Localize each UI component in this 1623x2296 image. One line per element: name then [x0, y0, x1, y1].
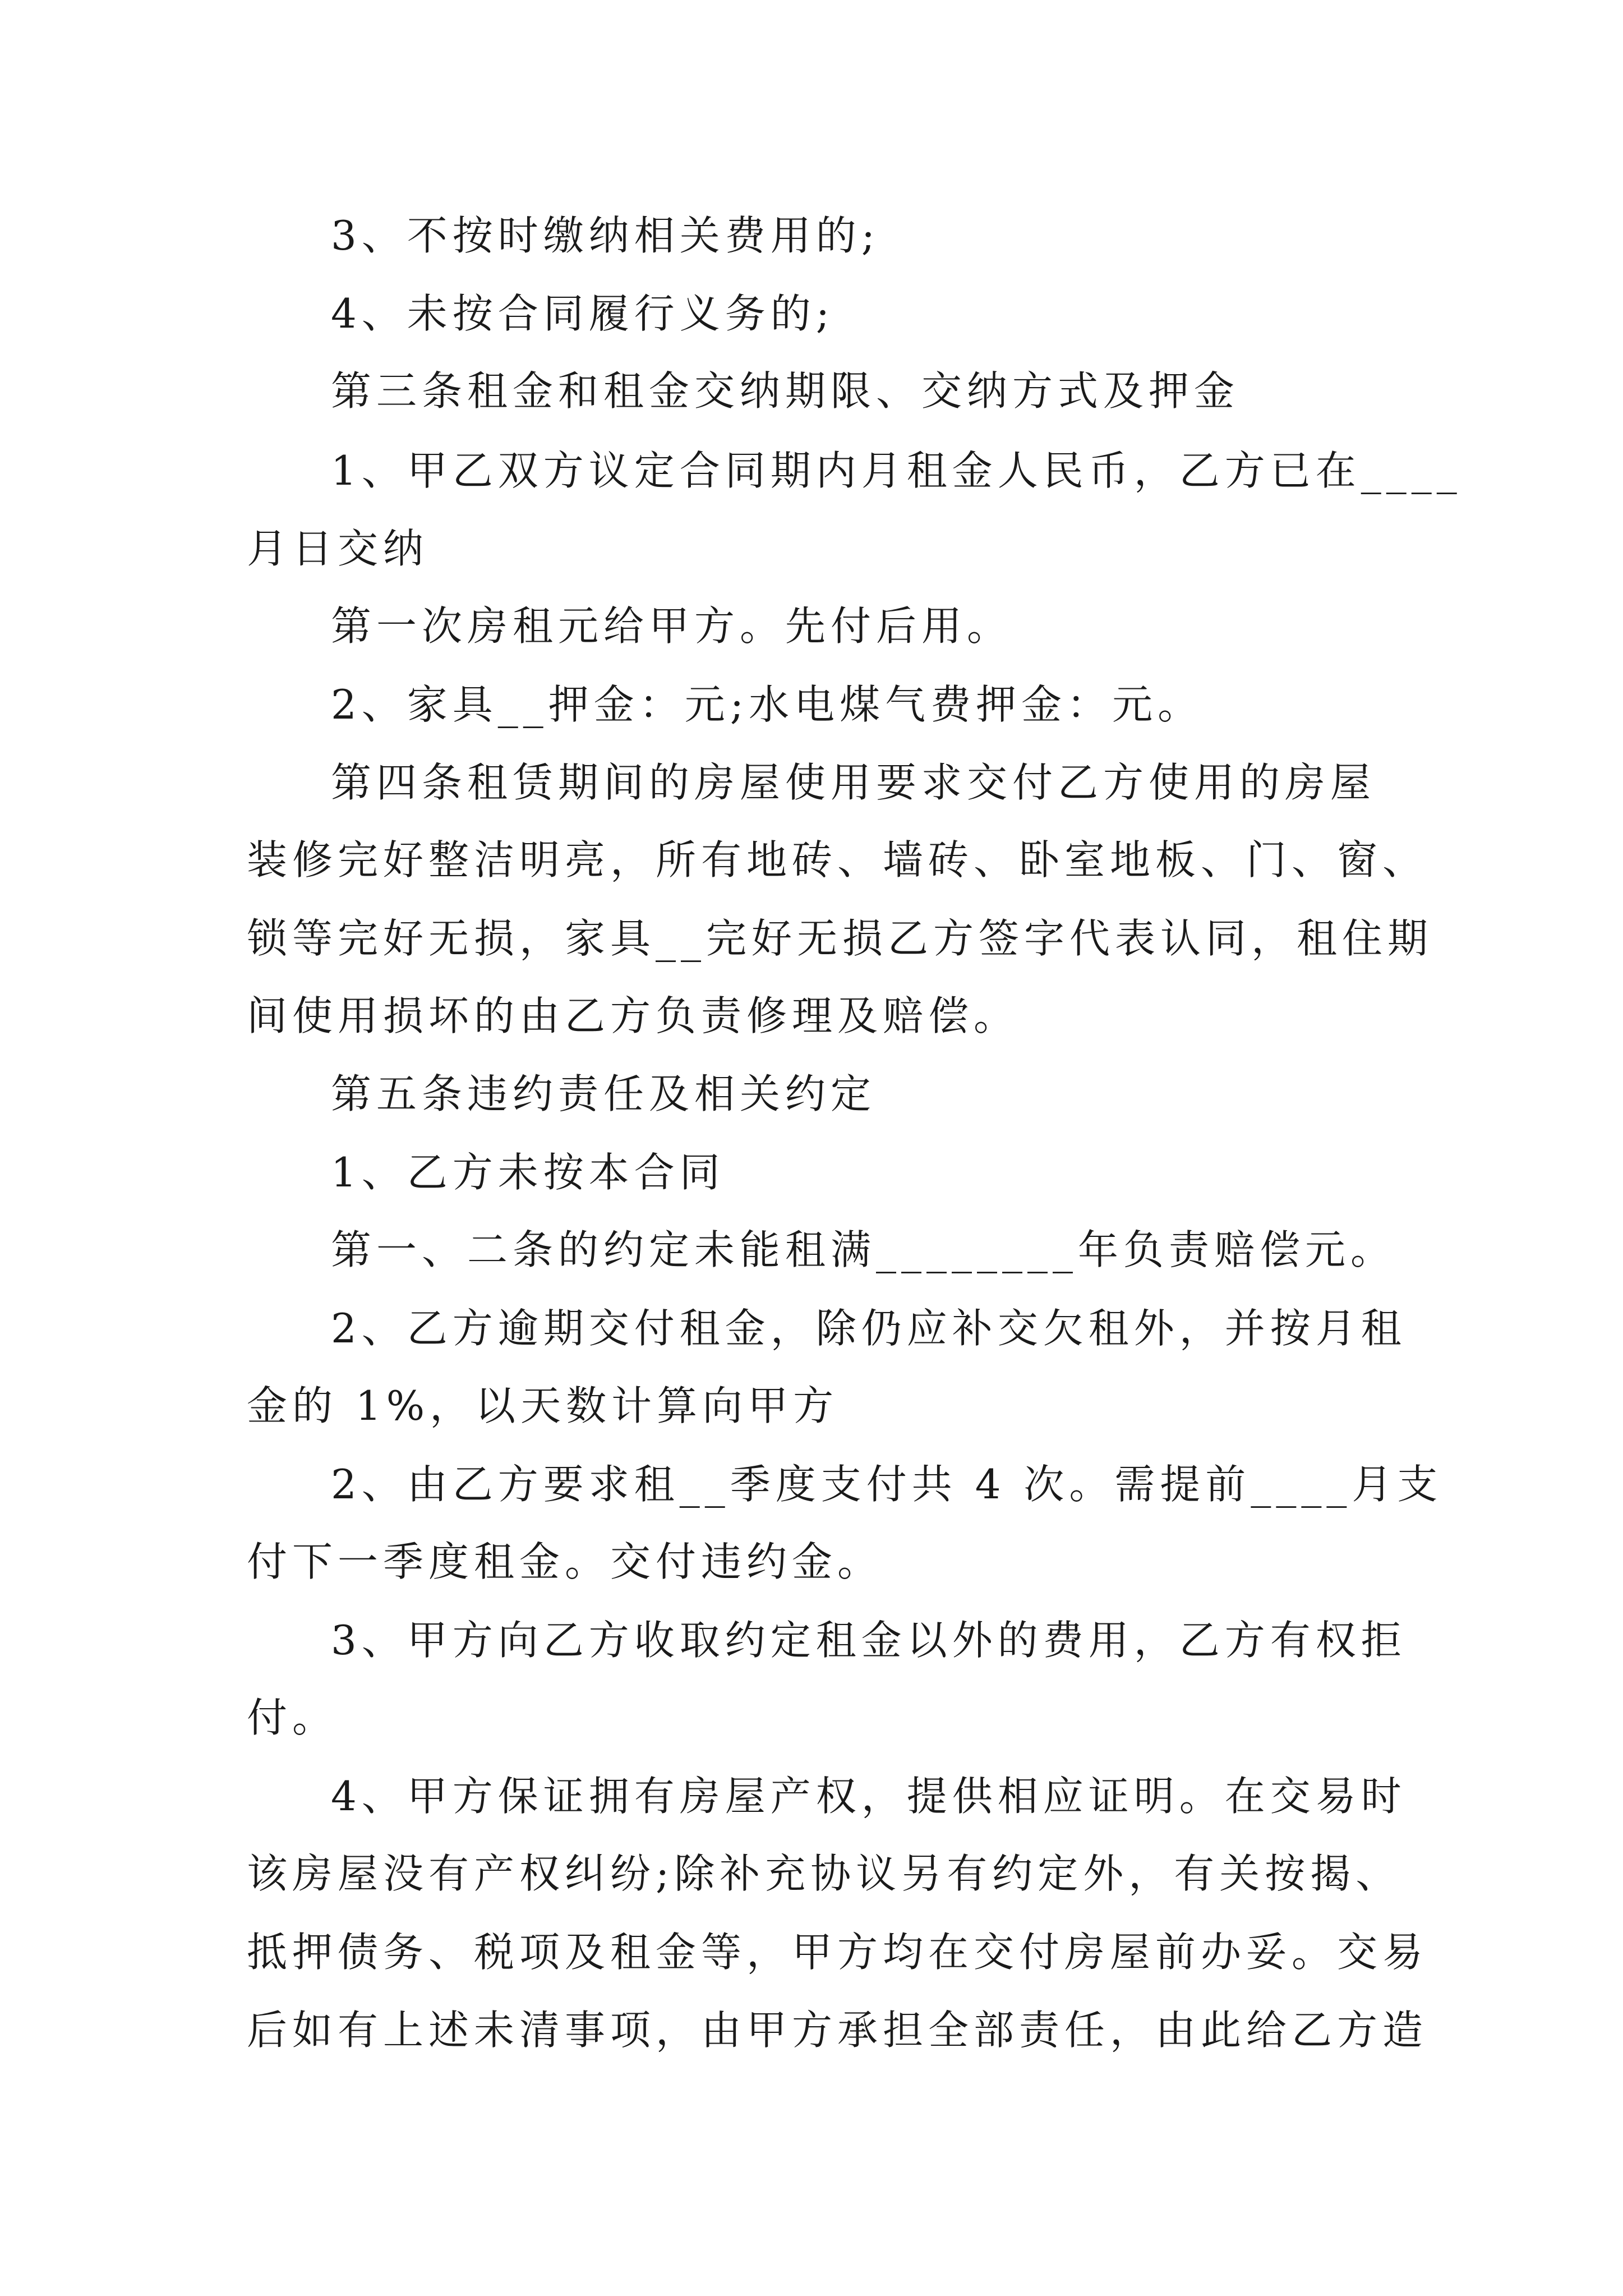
text-line: 2、家具__押金：元;水电煤气费押金：元。 — [331, 681, 1204, 728]
text-line: 抵押债务、税项及租金等，甲方均在交付房屋前办妥。交易 — [247, 1929, 1428, 1976]
text-line: 第一次房租元给甲方。先付后用。 — [331, 602, 1013, 650]
section-heading: 第三条租金和租金交纳期限、交纳方式及押金 — [331, 367, 1240, 415]
text-line: 3、不按时缴纳相关费用的; — [331, 212, 880, 259]
text-line: 3、甲方向乙方收取约定租金以外的费用，乙方有权拒 — [331, 1617, 1407, 1664]
text-line: 该房屋没有产权纠纷;除补充协议另有约定外，有关按揭、 — [247, 1850, 1401, 1897]
text-line: 4、甲方保证拥有房屋产权，提供相应证明。在交易时 — [331, 1773, 1407, 1820]
text-line: 金的 1%，以天数计算向甲方 — [247, 1382, 839, 1429]
text-line: 1、甲乙双方议定合同期内月租金人民币，乙方已在____ — [331, 447, 1462, 494]
text-line: 间使用损坏的由乙方负责修理及赔偿。 — [247, 992, 1020, 1039]
text-line: 2、乙方逾期交付租金，除仍应补交欠租外，并按月租 — [331, 1305, 1407, 1352]
section-heading: 第五条违约责任及相关约定 — [331, 1070, 877, 1117]
text-line: 装修完好整洁明亮，所有地砖、墙砖、卧室地板、门、窗、 — [247, 836, 1428, 884]
text-line: 月日交纳 — [247, 525, 429, 572]
text-line: 付下一季度租金。交付违约金。 — [247, 1538, 883, 1585]
text-line: 2、由乙方要求租__季度支付共 4 次。需提前____月支 — [331, 1461, 1443, 1508]
section-heading: 第四条租赁期间的房屋使用要求交付乙方使用的房屋 — [331, 759, 1376, 806]
text-line: 付。 — [247, 1694, 338, 1741]
text-line: 1、乙方未按本合同 — [331, 1149, 725, 1196]
text-line: 4、未按合同履行义务的; — [331, 290, 835, 337]
text-line: 后如有上述未清事项，由甲方承担全部责任，由此给乙方造 — [247, 2007, 1428, 2054]
text-line: 锁等完好无损，家具__完好无损乙方签字代表认同，租住期 — [247, 915, 1433, 962]
text-line: 第一、二条的约定未能租满________年负责赔偿元。 — [331, 1226, 1396, 1273]
